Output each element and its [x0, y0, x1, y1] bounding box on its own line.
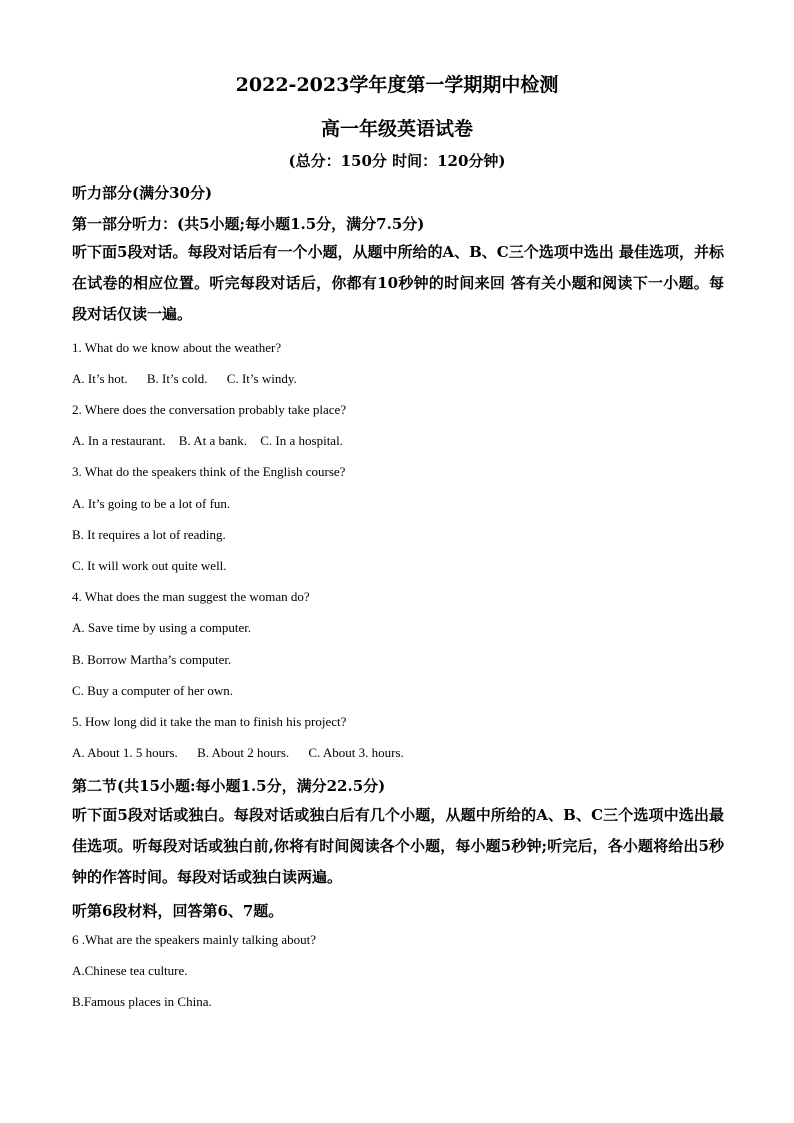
- question-4-option-c: C. Buy a computer of her own.: [72, 683, 234, 698]
- section1-instructions: 听下面5段对话。每段对话后有一个小题，从题中所给的A、B、C三个选项中选出 最佳选项，并标在试卷的相应位置。听完每段对话后，你都有10秒钟的时间来回 答有关小题和阅读下一小题。每段对话仅读一遍。: [72, 243, 724, 323]
- question-1: 1. What do we know about the weather?: [72, 340, 282, 355]
- question-3-option-b: B. It requires a lot of reading.: [72, 527, 226, 542]
- question-3-option-c: C. It will work out quite well.: [72, 558, 227, 573]
- option-b: B. At a bank.: [178, 433, 247, 448]
- question-6-option-a: A.Chinese tea culture.: [72, 963, 188, 978]
- question-6: 6 .What are the speakers mainly talking about?: [72, 932, 317, 947]
- exam-info: (总分：150分 时间：120分钟): [288, 152, 506, 170]
- question-4: 4. What does the man suggest the woman do?: [72, 589, 310, 604]
- question-2: 2. Where does the conversation probably take place?: [72, 402, 347, 417]
- question-4-option-a: A. Save time by using a computer.: [72, 620, 252, 635]
- section2-heading: 第二节(共15小题:每小题1.5分，满分22.5分): [72, 777, 386, 795]
- question-1-options: [72, 371, 313, 387]
- option-b: B. About 2 hours.: [197, 745, 290, 760]
- option-c: C. It’s windy.: [226, 371, 297, 386]
- option-c: C. In a hospital.: [260, 433, 343, 448]
- question-5: 5. How long did it take the man to finish his project?: [72, 714, 347, 729]
- question-2-options: [72, 433, 359, 449]
- option-a: A. In a restaurant.: [72, 433, 166, 448]
- option-a: A. About 1. 5 hours.: [72, 745, 178, 760]
- question-3: 3. What do the speakers think of the English course?: [72, 464, 346, 479]
- question-3-option-a: A. It’s going to be a lot of fun.: [72, 496, 231, 511]
- option-c: C. About 3. hours.: [308, 745, 404, 760]
- exam-subtitle: 高一年级英语试卷: [320, 118, 473, 140]
- section1-heading: 第一部分听力：(共5小题;每小题1.5分，满分7.5分): [72, 215, 425, 233]
- option-b: B. It’s cold.: [146, 371, 208, 386]
- listening-part-heading: 听力部分(满分30分): [72, 184, 213, 202]
- exam-title: 2022-2023学年度第一学期期中检测: [235, 74, 559, 96]
- question-5-options: [72, 745, 420, 761]
- question-4-option-b: B. Borrow Martha’s computer.: [72, 652, 232, 667]
- option-a: A. It’s hot.: [72, 371, 128, 386]
- material-heading: 听第6段材料，回答第6、7题。: [72, 902, 284, 920]
- section2-instructions: 听下面5段对话或独白。每段对话或独白后有几个小题，从题中所给的A、B、C三个选项中选出最佳选项。听每段对话或独白前,你将有时间阅读各个小题，每小题5秒钟;听完后，各小题将给出5秒钟的作答时间。每段对话或独白读两遍。: [72, 806, 724, 886]
- question-6-option-b: B.Famous places in China.: [72, 994, 212, 1009]
